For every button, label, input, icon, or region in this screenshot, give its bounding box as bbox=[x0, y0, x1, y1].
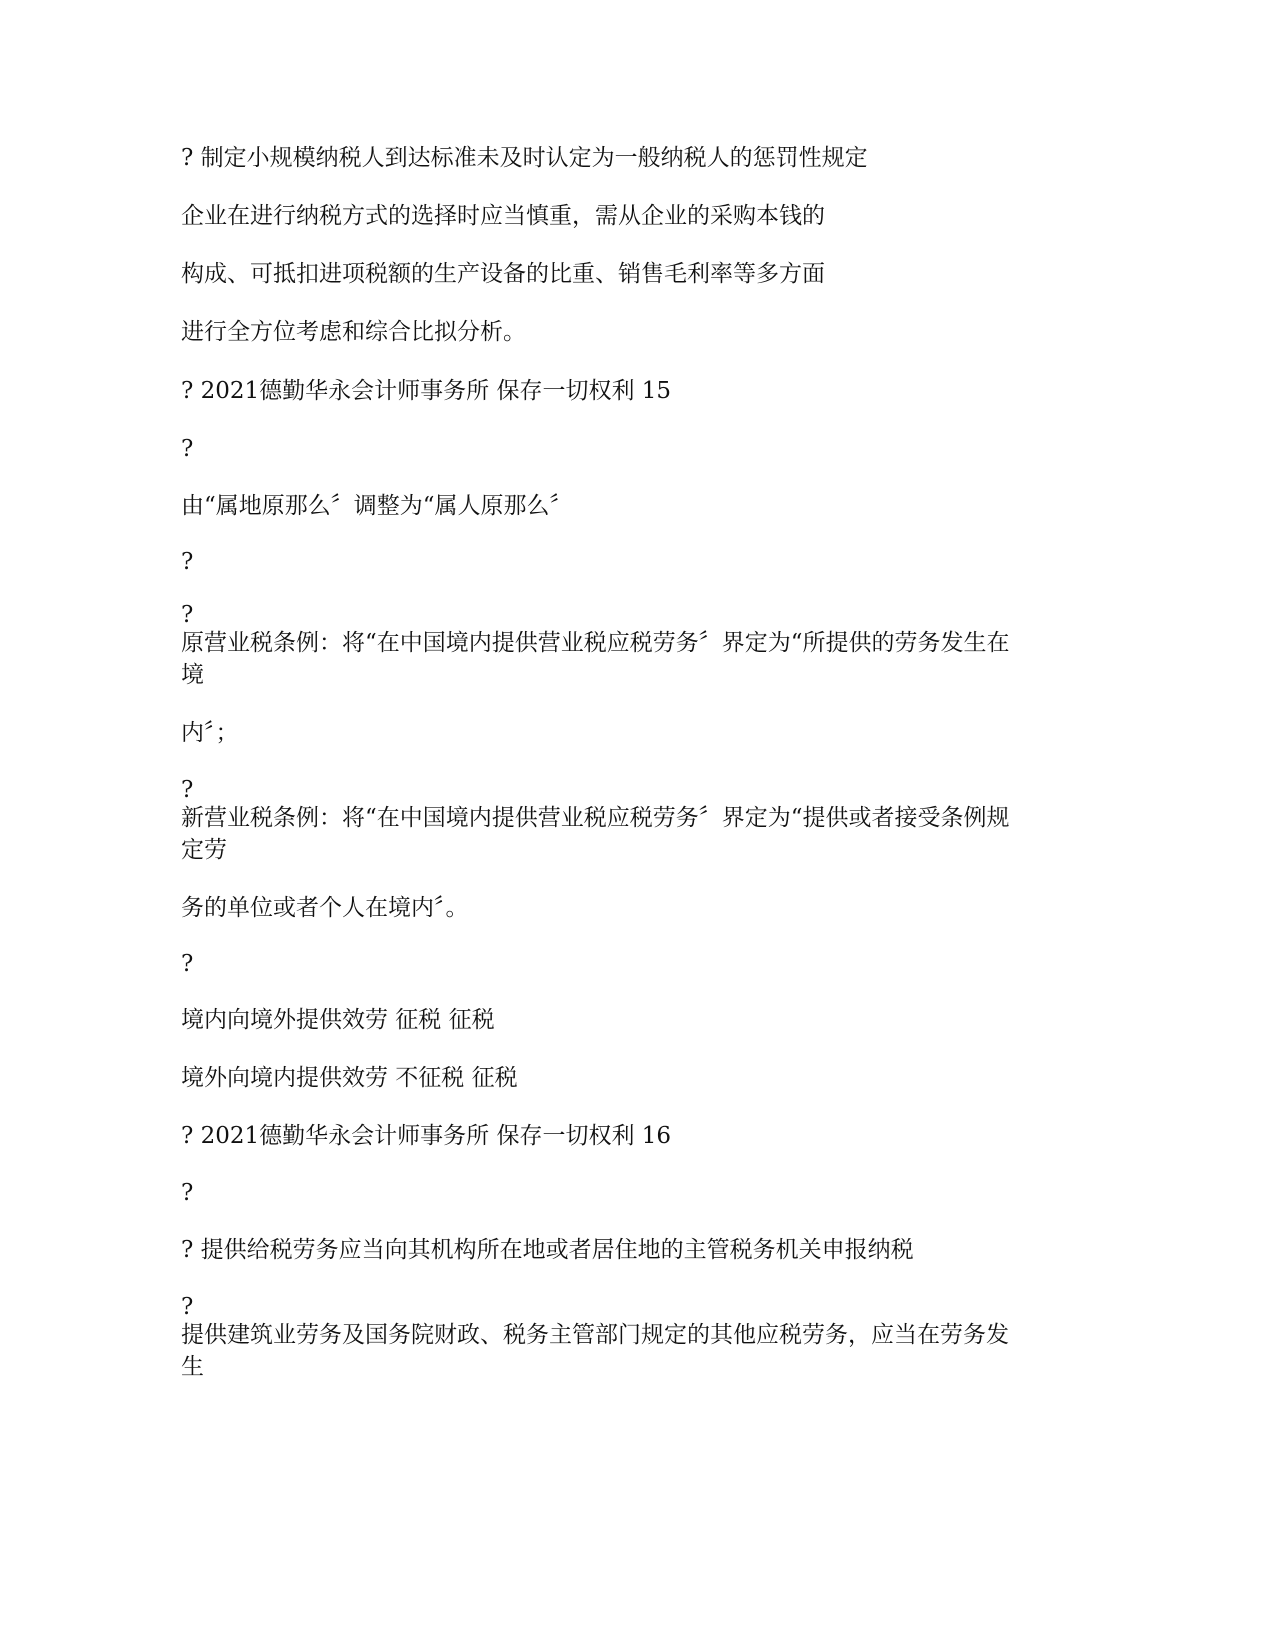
copyright-line: ? 2021德勤华永会计师事务所 保存一切权利 15 bbox=[181, 378, 672, 404]
text-line: 境内向境外提供效劳 征税 征税 bbox=[181, 1007, 495, 1033]
text-line: 由“属地原那么〞调整为“属人原那么〞 bbox=[181, 493, 573, 519]
text-line: 企业在进行纳税方式的选择时应当慎重，需从企业的采购本钱的 bbox=[181, 203, 825, 229]
text-line: 境 bbox=[181, 662, 204, 688]
text-line: 原营业税条例：将“在中国境内提供营业税应税劳务〞界定为“所提供的劳务发生在 bbox=[181, 630, 1010, 656]
bullet-marker: ? bbox=[181, 436, 194, 462]
text-line: 务的单位或者个人在境内〞。 bbox=[181, 895, 469, 921]
bullet-marker: ? bbox=[181, 777, 194, 803]
bullet-marker: ? bbox=[181, 549, 194, 575]
bullet-marker: ? bbox=[181, 602, 194, 628]
text-line: 进行全方位考虑和综合比拟分析。 bbox=[181, 319, 526, 345]
bullet-marker: ? bbox=[181, 1180, 194, 1206]
text-line: ? 制定小规模纳税人到达标准未及时认定为一般纳税人的惩罚性规定 bbox=[181, 145, 868, 171]
text-line: 定劳 bbox=[181, 837, 227, 863]
bullet-marker: ? bbox=[181, 1294, 194, 1320]
text-line: 生 bbox=[181, 1354, 204, 1380]
text-line: 构成、可抵扣进项税额的生产设备的比重、销售毛利率等多方面 bbox=[181, 261, 825, 287]
text-line: 内〞； bbox=[181, 720, 239, 746]
text-line: ? 提供给税劳务应当向其机构所在地或者居住地的主管税务机关申报纳税 bbox=[181, 1237, 914, 1263]
text-line: 境外向境内提供效劳 不征税 征税 bbox=[181, 1065, 518, 1091]
copyright-line: ? 2021德勤华永会计师事务所 保存一切权利 16 bbox=[181, 1123, 672, 1149]
bullet-marker: ? bbox=[181, 951, 194, 977]
text-line: 新营业税条例：将“在中国境内提供营业税应税劳务〞界定为“提供或者接受条例规 bbox=[181, 805, 1010, 831]
text-line: 提供建筑业劳务及国务院财政、税务主管部门规定的其他应税劳务，应当在劳务发 bbox=[181, 1322, 1009, 1348]
